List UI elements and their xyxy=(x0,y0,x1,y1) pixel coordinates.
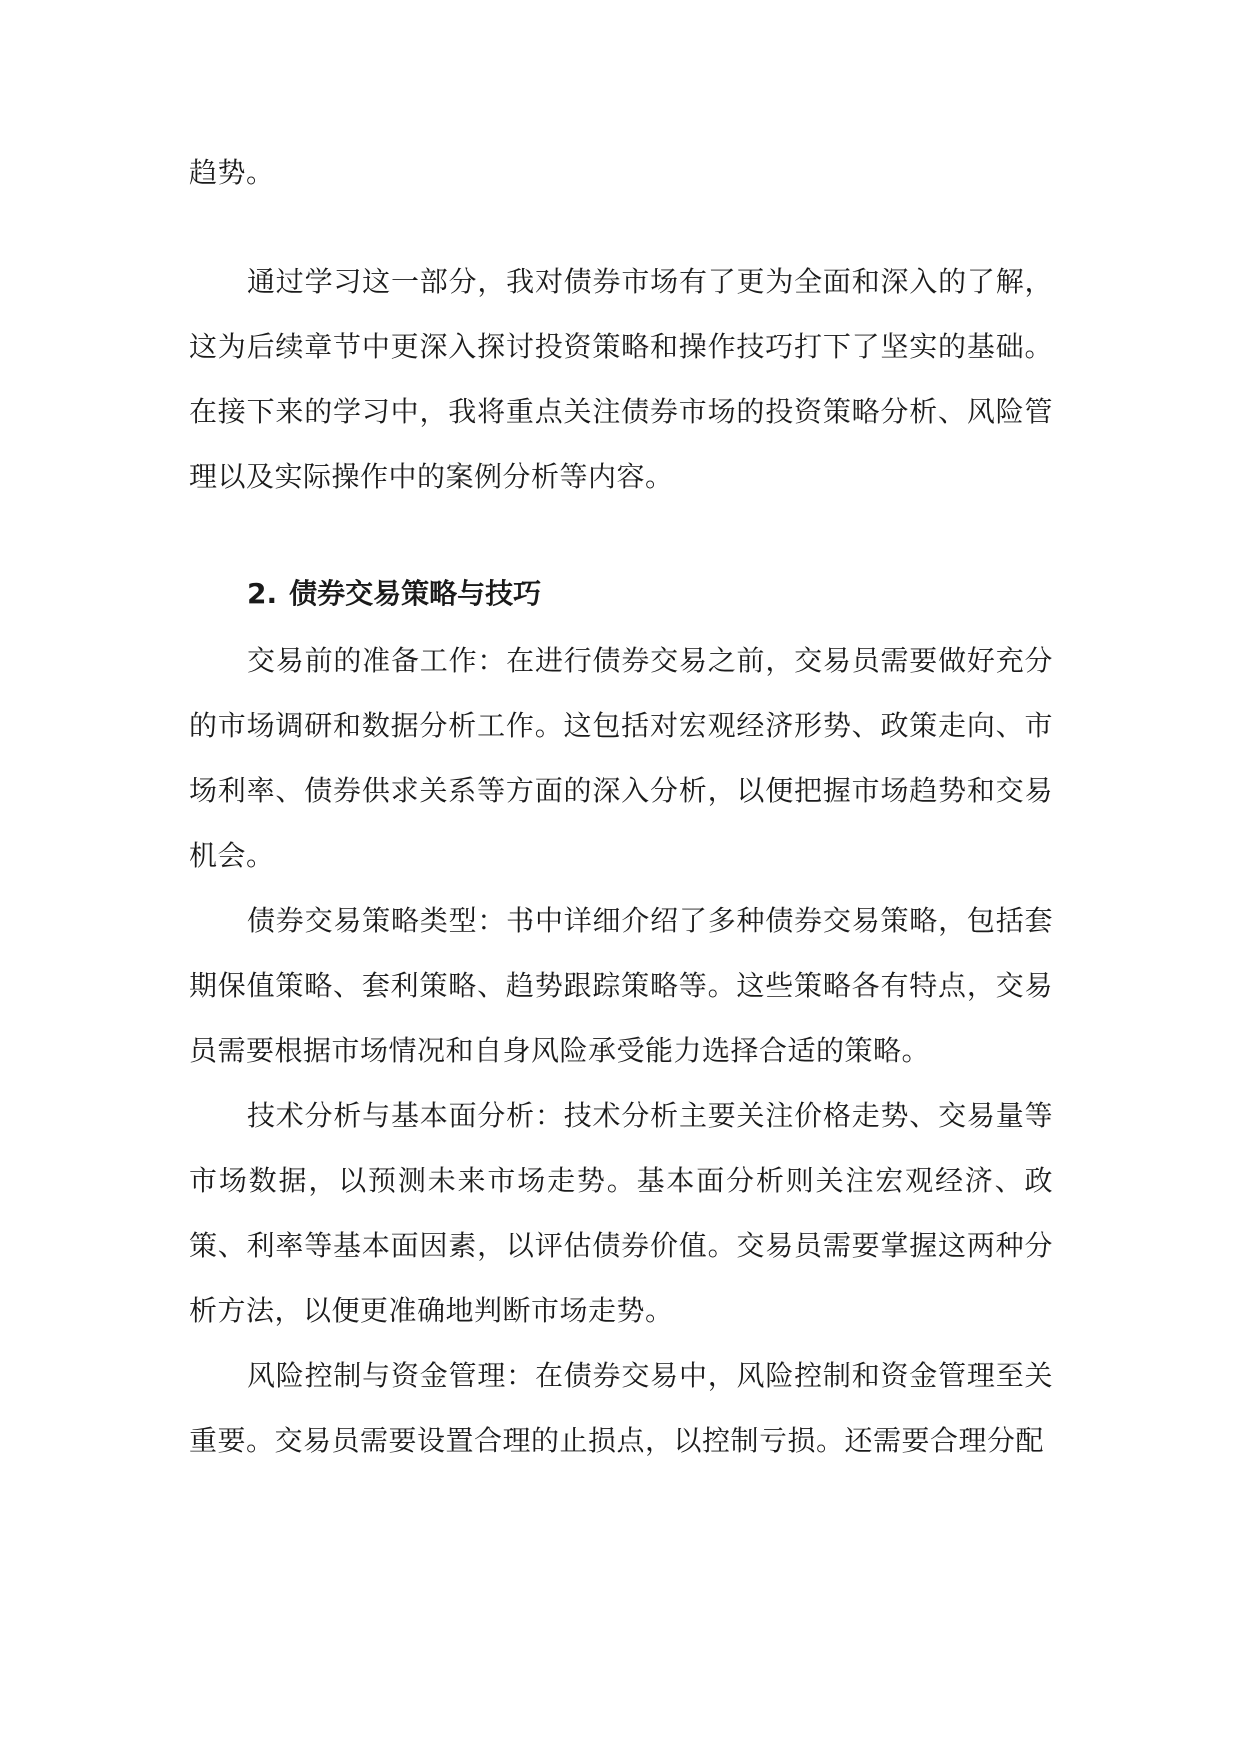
section-title: 债券交易策略与技巧 xyxy=(289,577,542,610)
paragraph-preparation: 交易前的准备工作：在进行债券交易之前，交易员需要做好充分的市场调研和数据分析工作。这包括对宏观经济形势、政策走向、市场利率、债券供求关系等方面的深入分析，以便把握市场趋势和交易机会。 xyxy=(189,644,1053,872)
section-number: 2. xyxy=(247,577,278,610)
paragraph-risk-control: 风险控制与资金管理：在债券交易中，风险控制和资金管理至关重要。交易员需要设置合理的止损点，以控制亏损。还需要合理分配 xyxy=(189,1359,1053,1457)
paragraph-strategy-types: 债券交易策略类型：书中详细介绍了多种债券交易策略，包括套期保值策略、套利策略、趋势跟踪策略等。这些策略各有特点，交易员需要根据市场情况和自身风险承受能力选择合适的策略。 xyxy=(189,904,1053,1067)
continuation-text: 趋势。 xyxy=(189,156,275,189)
paragraph-summary: 通过学习这一部分，我对债券市场有了更为全面和深入的了解，这为后续章节中更深入探讨投资策略和操作技巧打下了坚实的基础。在接下来的学习中，我将重点关注债券市场的投资策略分析、风险管理以及实际操作中的案例分析等内容。 xyxy=(189,265,1053,493)
paragraph-analysis: 技术分析与基本面分析：技术分析主要关注价格走势、交易量等市场数据，以预测未来市场走势。基本面分析则关注宏观经济、政策、利率等基本面因素，以评估债券价值。交易员需要掌握这两种分析方法，以便更准确地判断市场走势。 xyxy=(189,1099,1053,1327)
section-heading xyxy=(189,561,1053,626)
document-page xyxy=(189,140,1053,1473)
